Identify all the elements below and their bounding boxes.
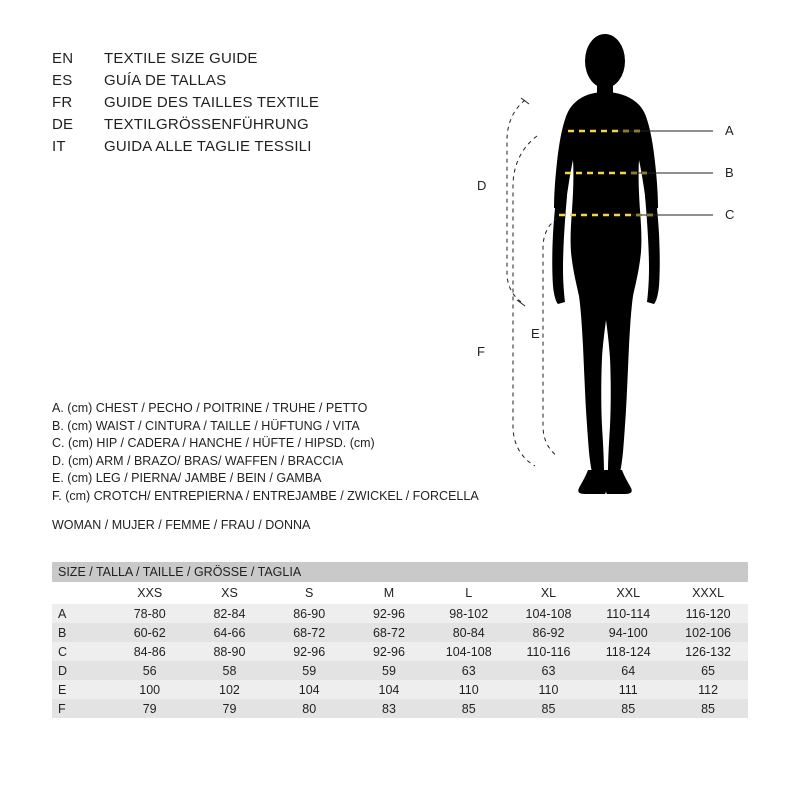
cell-d-s: 59 [269, 661, 349, 680]
cell-e-m: 104 [349, 680, 429, 699]
cell-c-l: 104-108 [429, 642, 509, 661]
cell-c-xxl: 118-124 [588, 642, 668, 661]
cell-b-xxs: 60-62 [110, 623, 190, 642]
legend-line-b: B. (cm) WAIST / CINTURA / TAILLE / HÜFTUNG / VITA [52, 418, 360, 433]
label-c: C [725, 207, 735, 222]
cell-a-l: 98-102 [429, 604, 509, 623]
cell-c-xxs: 84-86 [110, 642, 190, 661]
cell-f-xxxl: 85 [668, 699, 748, 718]
cell-e-xxl: 111 [588, 680, 668, 699]
table-row [52, 699, 748, 718]
cell-d-m: 59 [349, 661, 429, 680]
cell-d-xxxl: 65 [668, 661, 748, 680]
row-label-e: E [52, 680, 110, 699]
cell-e-l: 110 [429, 680, 509, 699]
cell-f-xxl: 85 [588, 699, 668, 718]
cell-b-l: 80-84 [429, 623, 509, 642]
cell-b-m: 68-72 [349, 623, 429, 642]
cell-b-xs: 64-66 [190, 623, 270, 642]
table-columns-row [52, 582, 748, 604]
row-label-c: C [52, 642, 110, 661]
cell-e-xs: 102 [190, 680, 270, 699]
legend-line-c: C. (cm) HIP / CADERA / HANCHE / HÜFTE / HIPSD. (cm) [52, 436, 375, 450]
cell-f-m: 83 [349, 699, 429, 718]
legend-spacer [52, 505, 572, 517]
title-row-en [52, 50, 472, 72]
cell-f-xl: 85 [509, 699, 589, 718]
cell-b-xxxl: 102-106 [668, 623, 748, 642]
cell-a-m: 92-96 [349, 604, 429, 623]
table-row [52, 623, 748, 642]
cell-f-s: 80 [269, 699, 349, 718]
legend-gender-line: WOMAN / MUJER / FEMME / FRAU / DONNA [52, 518, 311, 532]
row-label-b: B [52, 623, 110, 642]
row-label-d: D [52, 661, 110, 680]
title-lang-de: DE [52, 116, 74, 133]
row-label-f: F [52, 699, 110, 718]
label-d: D [477, 178, 487, 193]
table-header-row [52, 562, 748, 582]
cell-f-xs: 79 [190, 699, 270, 718]
row-label-a: A [52, 604, 110, 623]
title-row-it [52, 138, 472, 160]
cell-a-xxxl: 116-120 [668, 604, 748, 623]
cell-a-xxs: 78-80 [110, 604, 190, 623]
cell-b-xxl: 94-100 [588, 623, 668, 642]
legend-line-d: D. (cm) ARM / BRAZO/ BRAS/ WAFFEN / BRACCIA [52, 453, 344, 468]
label-b: B [725, 165, 734, 180]
cell-d-xl: 63 [509, 661, 589, 680]
title-lang-es: ES [52, 72, 73, 89]
cell-a-xl: 104-108 [509, 604, 589, 623]
size-table-wrap [52, 562, 748, 718]
legend-line-a: A. (cm) CHEST / PECHO / POITRINE / TRUHE / PETTO [52, 401, 368, 415]
cell-e-xl: 110 [509, 680, 589, 699]
label-e: E [531, 326, 540, 341]
legend-line-e: E. (cm) LEG / PIERNA/ JAMBE / BEIN / GAMBA [52, 471, 322, 485]
cell-f-l: 85 [429, 699, 509, 718]
col-xxl: XXL [588, 582, 668, 604]
cell-c-xl: 110-116 [509, 642, 589, 661]
size-table [52, 562, 748, 718]
title-block [52, 50, 472, 160]
col-corner [52, 582, 110, 604]
cell-d-xxl: 64 [588, 661, 668, 680]
col-xxs: XXS [110, 582, 190, 604]
cell-c-m: 92-96 [349, 642, 429, 661]
label-f: F [477, 344, 485, 359]
title-text-de: TEXTILGRÖSSENFÜHRUNG [104, 116, 309, 133]
title-lang-fr: FR [52, 94, 73, 111]
title-lang-it: IT [52, 138, 66, 155]
table-row [52, 680, 748, 699]
title-lang-en: EN [52, 50, 74, 67]
col-s: S [269, 582, 349, 604]
cell-d-l: 63 [429, 661, 509, 680]
legend-line-f: F. (cm) CROTCH/ ENTREPIERNA / ENTREJAMBE / ZWICKEL / FORCELLA [52, 488, 479, 503]
title-row-fr [52, 94, 472, 116]
cell-c-s: 92-96 [269, 642, 349, 661]
title-row-es [52, 72, 472, 94]
col-xl: XL [509, 582, 589, 604]
cell-a-xs: 82-84 [190, 604, 270, 623]
title-text-es: GUÍA DE TALLAS [104, 72, 227, 89]
cell-e-xxs: 100 [110, 680, 190, 699]
title-text-en: TEXTILE SIZE GUIDE [104, 50, 258, 67]
cell-e-xxxl: 112 [668, 680, 748, 699]
col-xxxl: XXXL [668, 582, 748, 604]
table-row [52, 642, 748, 661]
col-l: L [429, 582, 509, 604]
cell-d-xxs: 56 [110, 661, 190, 680]
table-row [52, 604, 748, 623]
label-a: A [725, 123, 734, 138]
col-m: M [349, 582, 429, 604]
title-row-de [52, 116, 472, 138]
cell-b-s: 68-72 [269, 623, 349, 642]
title-text-it: GUIDA ALLE TAGLIE TESSILI [104, 138, 312, 155]
dimension-d-ticks [517, 98, 529, 306]
col-xs: XS [190, 582, 270, 604]
cell-e-s: 104 [269, 680, 349, 699]
legend-block [52, 400, 572, 535]
cell-f-xxs: 79 [110, 699, 190, 718]
dimension-d-bracket [507, 100, 525, 302]
cell-b-xl: 86-92 [509, 623, 589, 642]
table-row [52, 661, 748, 680]
cell-c-xxxl: 126-132 [668, 642, 748, 661]
title-text-fr: GUIDE DES TAILLES TEXTILE [104, 94, 320, 111]
cell-a-xxl: 110-114 [588, 604, 668, 623]
table-header-label: SIZE / TALLA / TAILLE / GRÖSSE / TAGLIA [52, 562, 748, 582]
cell-a-s: 86-90 [269, 604, 349, 623]
cell-d-xs: 58 [190, 661, 270, 680]
cell-c-xs: 88-90 [190, 642, 270, 661]
